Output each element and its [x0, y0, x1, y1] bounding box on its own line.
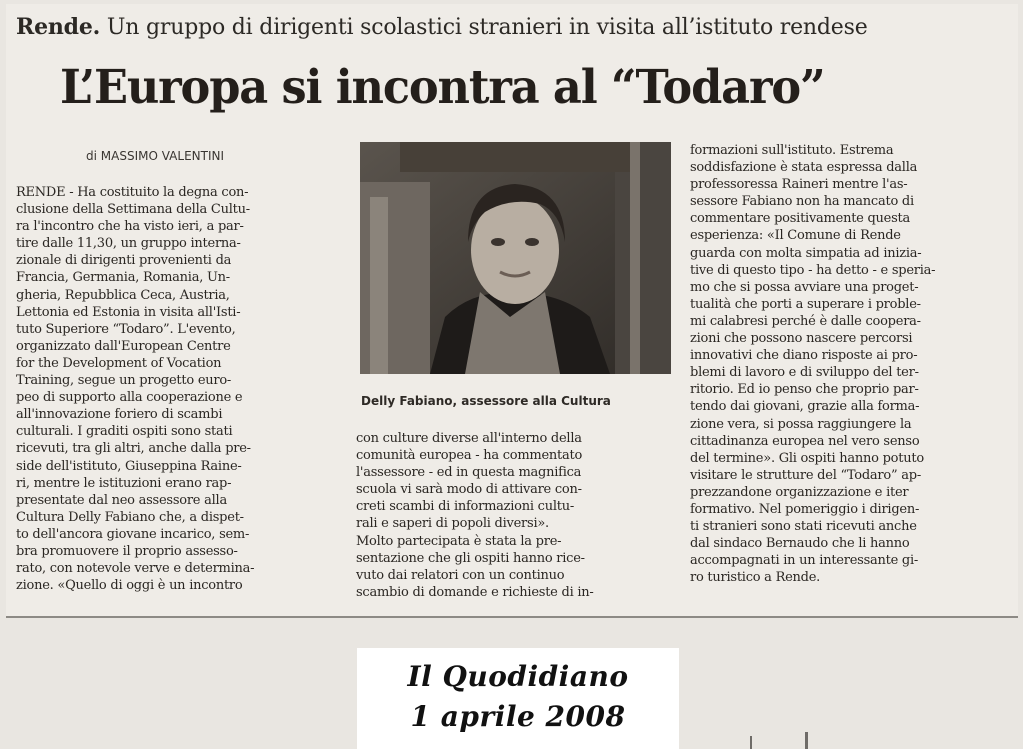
source-newspaper: Il Quodidiano — [407, 660, 629, 693]
byline-author: MASSIMO VALENTINI — [100, 149, 225, 163]
article-text-line: zionale di dirigenti provenienti da — [16, 253, 232, 269]
article-text-line: con culture diverse all'interno della — [356, 431, 582, 446]
article-text-line: Molto partecipata è stata la pre- — [356, 533, 562, 549]
article-text-line: guarda con molta simpatia ad inizia- — [690, 245, 922, 261]
article-text-line: organizzato dall'European Centre — [16, 338, 231, 354]
article-photo — [360, 142, 671, 374]
article-column-1 — [16, 184, 338, 594]
article-text-line: zione. «Quello di oggi è un incontro — [16, 578, 243, 594]
article-text-line: prezzandone organizzazione e iter — [690, 484, 909, 500]
article-text-line: tive di questo tipo - ha detto - e speria- — [690, 262, 936, 278]
article-text-line: scuola vi sarà modo di attivare con- — [356, 482, 582, 498]
article-text-line: blemi di lavoro e di sviluppo del ter- — [690, 365, 919, 381]
article-text-line: ritorio. Ed io penso che proprio par- — [690, 382, 919, 398]
article-text-line: bra promuovere il proprio assesso- — [16, 543, 238, 559]
article-text-line: accompagnati in un interessante gi- — [690, 553, 919, 569]
article-text-line: Lettonia ed Estonia in visita all'Isti- — [16, 304, 241, 320]
scan-edge-mark — [805, 732, 808, 749]
article-text-line: all'innovazione foriero di scambi — [16, 407, 223, 423]
article-text-line: side dell'istituto, Giuseppina Raine- — [16, 458, 242, 474]
article-text-line: commentare positivamente questa — [690, 211, 911, 227]
article-text-line: sentazione che gli ospiti hanno rice- — [356, 550, 585, 566]
photo-caption: Delly Fabiano, assessore alla Cultura — [361, 394, 611, 408]
article-text-line: del termine». Gli ospiti hanno potuto — [690, 450, 924, 466]
article-text-line: tendo dai giovani, grazie alla forma- — [690, 399, 920, 415]
article-text-line: RENDE - Ha costituito la degna con- — [16, 185, 249, 200]
article-text-line: professoressa Raineri mentre l'as- — [690, 177, 908, 193]
article-text-line: sessore Fabiano non ha mancato di — [690, 194, 914, 210]
article-text-line: vuto dai relatori con un continuo — [356, 567, 565, 583]
article-text-line: soddisfazione è stata espressa dalla — [690, 160, 918, 176]
article-headline: L’Europa si incontra al “Todaro” — [60, 60, 825, 115]
article-text-line: mo che si possa avviare una proget- — [690, 279, 919, 295]
article-text-line: tualità che porti a superare i proble- — [690, 296, 921, 312]
newspaper-clipping — [6, 4, 1018, 618]
article-column-3 — [690, 142, 1010, 586]
kicker-place: Rende. — [16, 14, 101, 40]
article-text-line: tuto Superiore “Todaro”. L'evento, — [16, 321, 236, 337]
byline — [86, 149, 224, 163]
kicker-text: Un gruppo di dirigenti scolastici stranieri in visita all’istituto rendese — [100, 15, 868, 40]
article-text-line: culturali. I graditi ospiti sono stati — [16, 424, 233, 440]
article-text-line: formazioni sull'istituto. Estrema — [690, 143, 894, 158]
portrait-photo-image — [360, 142, 671, 374]
article-text-line: visitare le strutture del “Todaro” ap- — [690, 467, 921, 483]
article-text-line: ra l'incontro che ha visto ieri, a par- — [16, 219, 244, 235]
source-date: 1 aprile 2008 — [410, 700, 626, 733]
article-kicker — [16, 14, 1016, 40]
article-text-line: zione vera, si possa raggiungere la — [690, 416, 912, 432]
article-text-line: Training, segue un progetto euro- — [16, 373, 232, 389]
article-text-line: rato, con notevole verve e determina- — [16, 561, 255, 577]
article-text-line: Cultura Delly Fabiano che, a dispet- — [16, 509, 244, 525]
article-text-line: clusione della Settimana della Cultu- — [16, 202, 250, 218]
article-text-line: ti stranieri sono stati ricevuti anche — [690, 519, 917, 535]
article-text-line: for the Development of Vocation — [16, 355, 222, 371]
article-text-line: l'assessore - ed in questa magnifica — [356, 465, 582, 481]
article-text-line: creti scambi di informazioni cultu- — [356, 499, 574, 515]
article-text-line: cittadinanza europea nel vero senso — [690, 433, 920, 449]
article-column-2 — [356, 430, 674, 601]
article-text-line: to dell'ancora giovane incarico, sem- — [16, 526, 250, 542]
article-text-line: dal sindaco Bernaudo che li hanno — [690, 536, 910, 552]
byline-prefix: di — [86, 149, 97, 163]
article-text-line: ro turistico a Rende. — [690, 570, 821, 586]
article-text-line: formativo. Nel pomeriggio i dirigen- — [690, 501, 920, 517]
article-text-line: ri, mentre le istituzioni erano rap- — [16, 475, 232, 491]
article-text-line: peo di supporto alla cooperazione e — [16, 390, 243, 406]
article-text-line: innovativi che diano risposte ai pro- — [690, 348, 918, 364]
article-text-line: gheria, Repubblica Ceca, Austria, — [16, 287, 230, 303]
article-text-line: scambio di domande e richieste di in- — [356, 584, 594, 600]
article-text-line: mi calabresi perché è dalle coopera- — [690, 313, 921, 329]
article-text-line: tire dalle 11,30, un gruppo interna- — [16, 236, 241, 252]
article-text-line: ricevuti, tra gli altri, anche dalla pre- — [16, 441, 251, 457]
source-label — [357, 648, 679, 749]
article-text-line: esperienza: «Il Comune di Rende — [690, 228, 901, 244]
article-text-line: Francia, Germania, Romania, Un- — [16, 270, 230, 286]
article-text-line: rali e saperi di popoli diversi». — [356, 516, 549, 532]
article-text-line: comunità europea - ha commentato — [356, 448, 583, 464]
scan-edge-mark — [750, 736, 752, 749]
article-text-line: zioni che possono nascere percorsi — [690, 331, 913, 347]
article-text-line: presentate dal neo assessore alla — [16, 492, 227, 508]
